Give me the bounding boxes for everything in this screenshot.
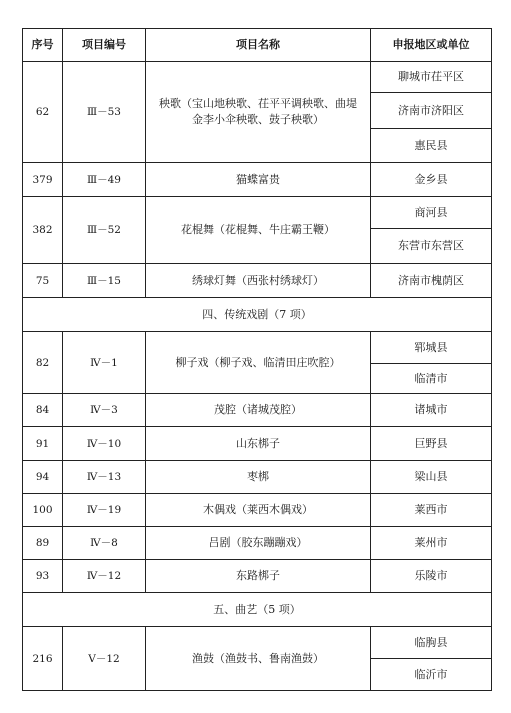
region-cell: 乐陵市 — [371, 560, 492, 593]
table-row — [23, 461, 492, 494]
table-row — [23, 494, 492, 527]
name-cell: 绣球灯舞（西张村绣球灯） — [146, 264, 371, 298]
name-cell: 木偶戏（莱西木偶戏） — [146, 494, 371, 527]
code-cell: Ⅲ－53 — [63, 62, 146, 163]
section-title-opera: 四、传统戏剧（7 项） — [23, 298, 492, 332]
table-header-row — [23, 29, 492, 62]
seq-cell: 94 — [23, 461, 63, 494]
seq-cell: 91 — [23, 427, 63, 461]
code-cell: Ⅳ－8 — [63, 527, 146, 560]
code-cell: Ⅳ－10 — [63, 427, 146, 461]
table-row — [23, 163, 492, 197]
name-cell: 花棍舞（花棍舞、牛庄霸王鞭） — [146, 197, 371, 264]
code-cell: Ⅳ－19 — [63, 494, 146, 527]
header-seq: 序号 — [23, 29, 63, 62]
code-cell: Ⅴ－12 — [63, 627, 146, 691]
header-name: 项目名称 — [146, 29, 371, 62]
code-cell: Ⅳ－3 — [63, 394, 146, 427]
region-cell: 临沂市 — [371, 659, 492, 691]
name-cell: 山东梆子 — [146, 427, 371, 461]
name-cell: 渔鼓（渔鼓书、鲁南渔鼓） — [146, 627, 371, 691]
header-region: 申报地区或单位 — [371, 29, 492, 62]
name-cell: 吕剧（胶东蹦蹦戏） — [146, 527, 371, 560]
name-cell: 东路梆子 — [146, 560, 371, 593]
region-cell: 金乡县 — [371, 163, 492, 197]
table-row — [23, 197, 492, 229]
region-cell: 济南市槐荫区 — [371, 264, 492, 298]
region-cell: 商河县 — [371, 197, 492, 229]
section-title-quyi: 五、曲艺（5 项） — [23, 593, 492, 627]
seq-cell: 100 — [23, 494, 63, 527]
region-cell: 莱州市 — [371, 527, 492, 560]
seq-cell: 62 — [23, 62, 63, 163]
region-cell: 莱西市 — [371, 494, 492, 527]
region-cell: 梁山县 — [371, 461, 492, 494]
region-cell: 郓城县 — [371, 332, 492, 364]
table-row — [23, 627, 492, 659]
region-cell: 聊城市茌平区 — [371, 62, 492, 93]
name-cell: 茂腔（诸城茂腔） — [146, 394, 371, 427]
region-cell: 济南市济阳区 — [371, 93, 492, 129]
region-cell: 惠民县 — [371, 129, 492, 163]
table-row — [23, 332, 492, 364]
heritage-table — [22, 28, 492, 691]
seq-cell: 82 — [23, 332, 63, 394]
seq-cell: 89 — [23, 527, 63, 560]
code-cell: Ⅲ－52 — [63, 197, 146, 264]
region-cell: 诸城市 — [371, 394, 492, 427]
region-cell: 临清市 — [371, 364, 492, 394]
region-cell: 东营市东营区 — [371, 229, 492, 264]
code-cell: Ⅳ－13 — [63, 461, 146, 494]
code-cell: Ⅳ－12 — [63, 560, 146, 593]
code-cell: Ⅲ－49 — [63, 163, 146, 197]
seq-cell: 84 — [23, 394, 63, 427]
table-row — [23, 264, 492, 298]
name-cell: 猫蝶富贵 — [146, 163, 371, 197]
region-cell: 临朐县 — [371, 627, 492, 659]
code-cell: Ⅲ－15 — [63, 264, 146, 298]
seq-cell: 93 — [23, 560, 63, 593]
name-cell: 柳子戏（柳子戏、临清田庄吹腔） — [146, 332, 371, 394]
header-code: 项目编号 — [63, 29, 146, 62]
seq-cell: 75 — [23, 264, 63, 298]
code-cell: Ⅳ－1 — [63, 332, 146, 394]
table-row — [23, 560, 492, 593]
table-row — [23, 427, 492, 461]
seq-cell: 216 — [23, 627, 63, 691]
name-cell: 枣梆 — [146, 461, 371, 494]
seq-cell: 382 — [23, 197, 63, 264]
region-cell: 巨野县 — [371, 427, 492, 461]
table-row — [23, 62, 492, 93]
seq-cell: 379 — [23, 163, 63, 197]
table-row — [23, 527, 492, 560]
section-row — [23, 298, 492, 332]
name-cell: 秧歌（宝山地秧歌、茌平平调秧歌、曲堤金李小伞秧歌、鼓子秧歌） — [146, 62, 371, 163]
table-row — [23, 394, 492, 427]
section-row — [23, 593, 492, 627]
